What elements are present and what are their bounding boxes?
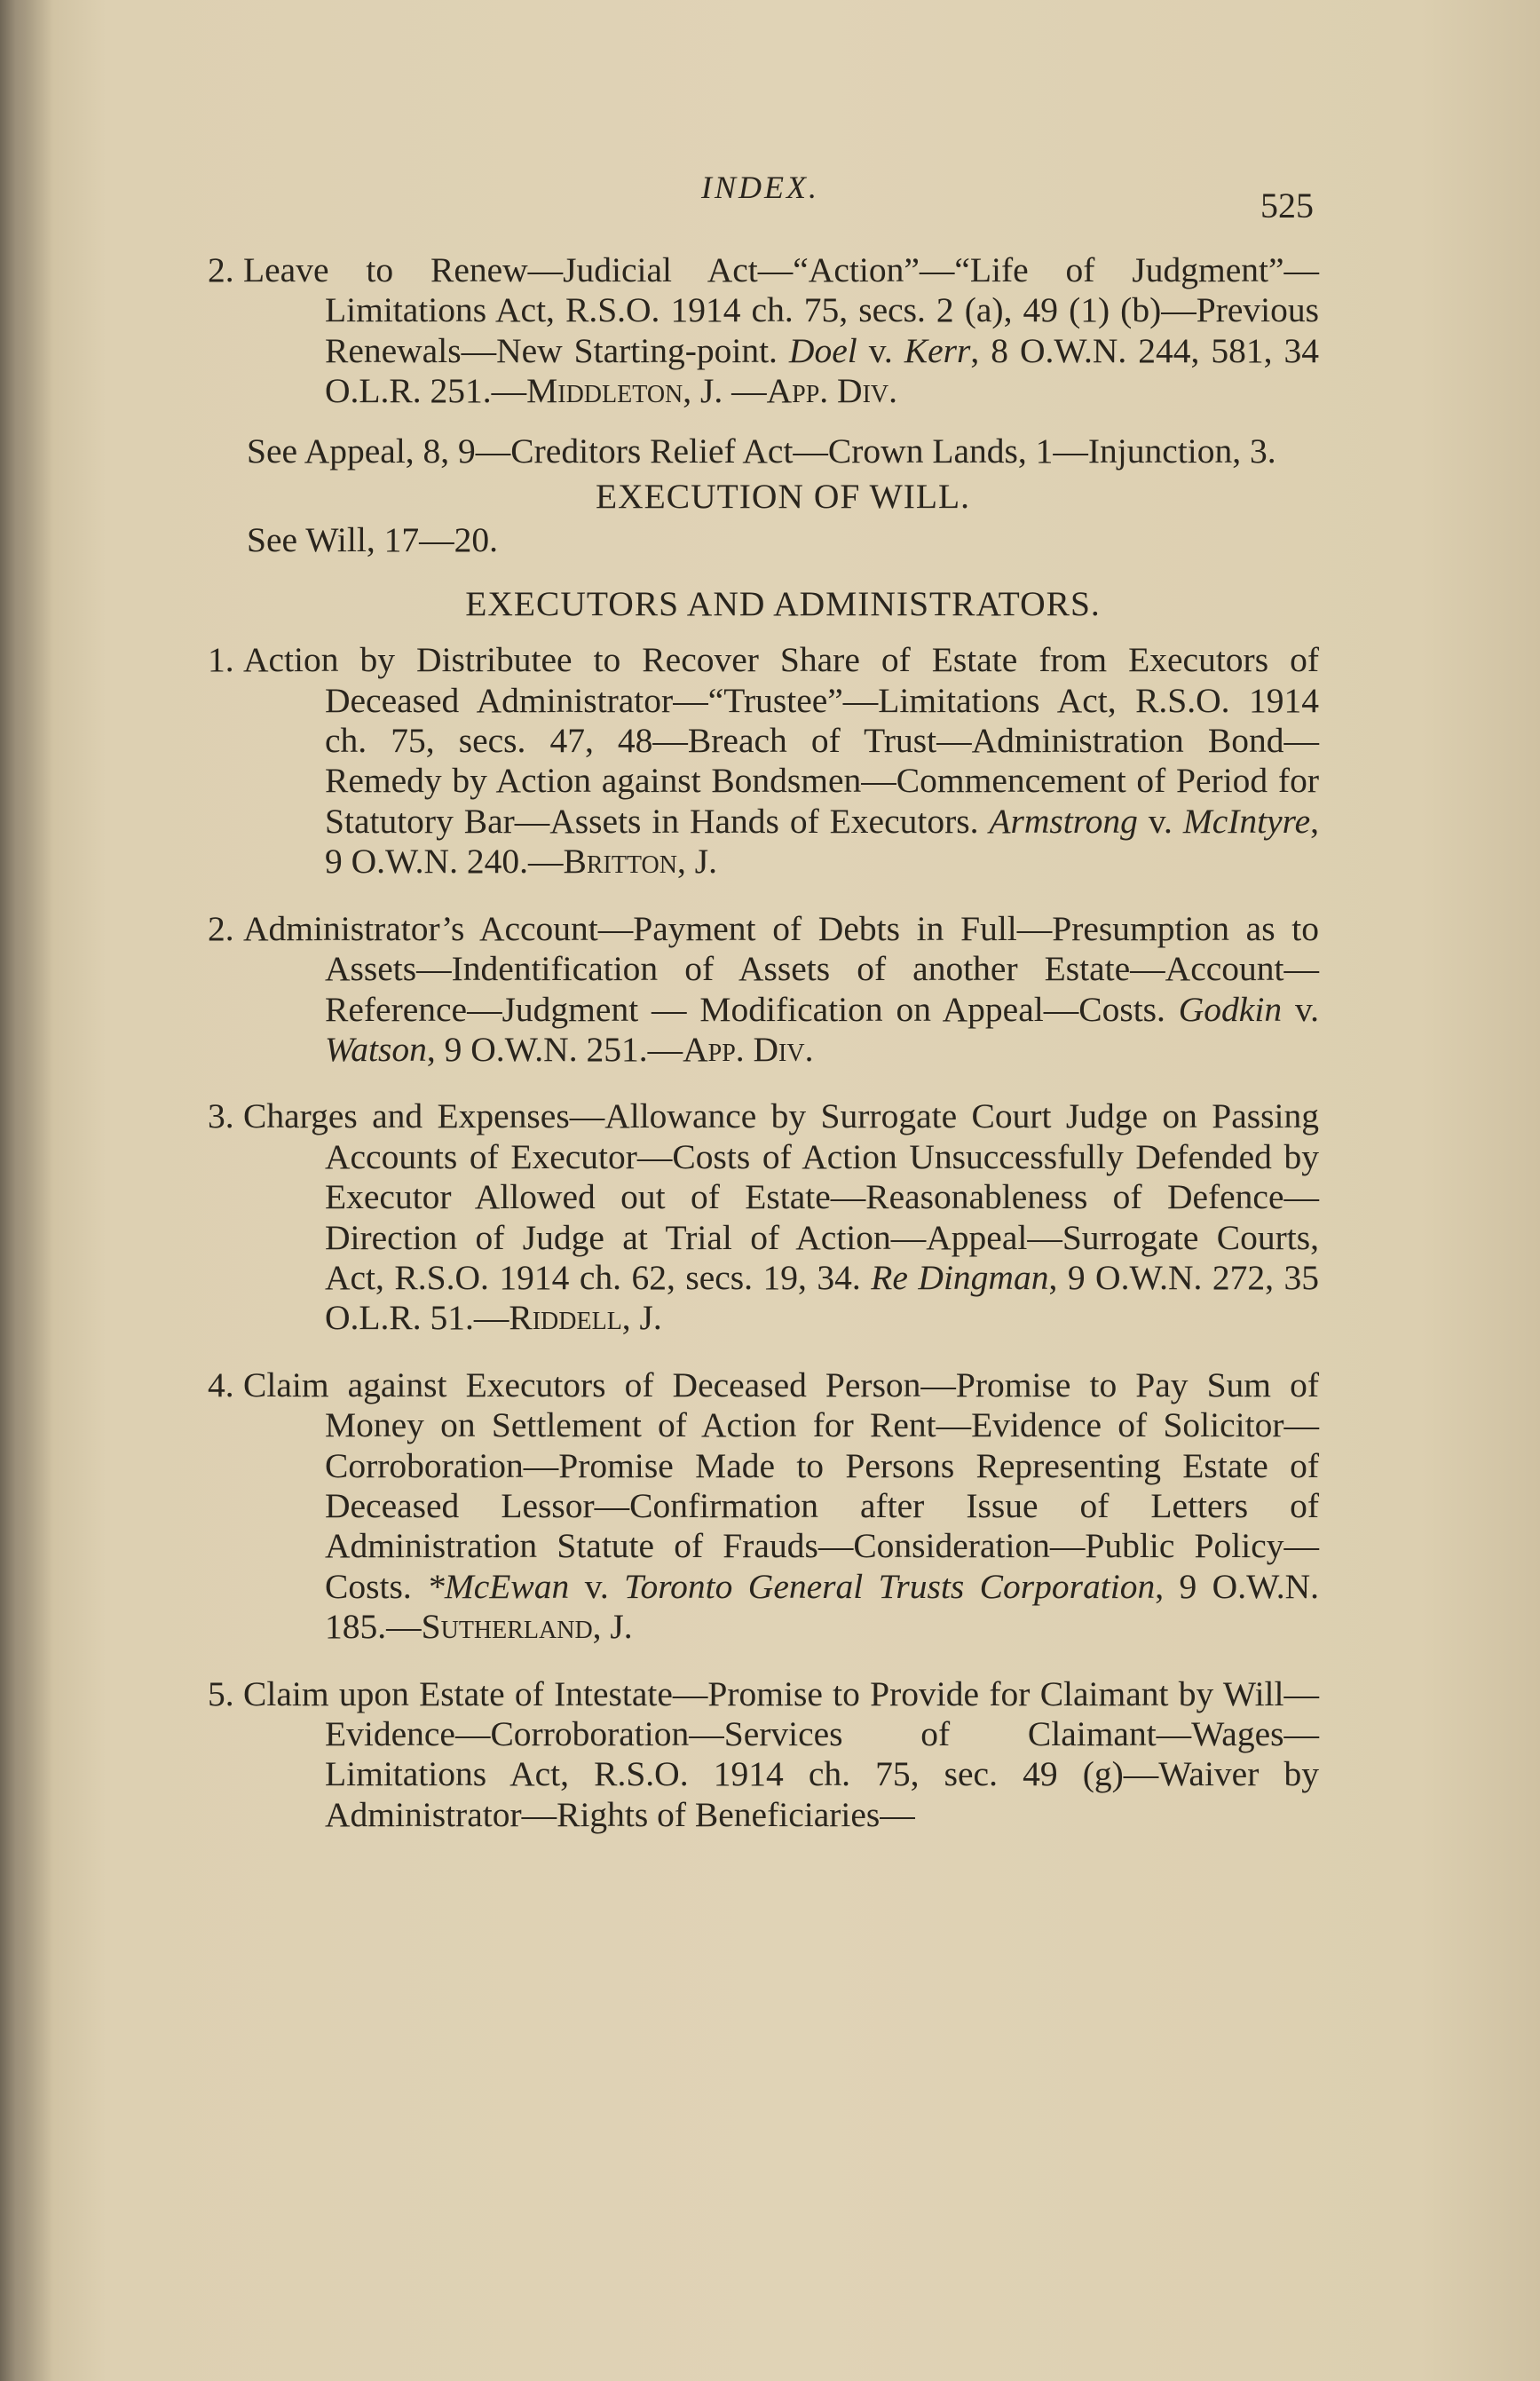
entry-number: 3. xyxy=(208,1096,234,1136)
case-citation: , 9 O.W.N. 240.— xyxy=(325,801,1319,882)
case-versus: v. xyxy=(857,330,904,370)
index-entry xyxy=(208,640,1319,882)
index-entry xyxy=(208,250,1319,412)
judge-name: Riddell, J. xyxy=(509,1298,662,1338)
case-party-a: Doel xyxy=(788,330,857,370)
index-entry xyxy=(208,1365,1320,1648)
case-party-a: Armstrong xyxy=(989,801,1138,841)
entry-number: 2. xyxy=(208,250,234,289)
case-citation: , 8 O.W.N. 244, 581, 34 O.L.R. 251.— xyxy=(325,330,1319,411)
entry-text: Claim against Executors of Deceased Person—Promise to Pay Sum of Money on Settlement of Action for Rent—Evidence of Solicitor—Corroboration—Promise Made to Persons Representing Estate of Deceased Lessor—Confirmation after Issue of Letters of Administration Statute of Frauds—Consideration—Public Policy—Costs. xyxy=(243,1365,1319,1606)
judge-name: Sutherland, J. xyxy=(421,1607,633,1647)
case-versus: v. xyxy=(1282,989,1319,1029)
running-title: INDEX. xyxy=(701,170,819,205)
index-entry xyxy=(208,1673,1319,1836)
entry-text: Action by Distributee to Recover Share of Estate from Executors of Deceased Administrator—“Trustee”—Limitations Act, R.S.O. 1914 ch. 75, secs. 47, 48—Breach of Trust—Administration Bond—Remedy by Action against Bondsmen—Commencement of Period for Statutory Bar—Assets in Hands of Executors. xyxy=(243,640,1319,841)
index-entry xyxy=(208,908,1319,1071)
index-entry xyxy=(208,1096,1319,1338)
see-also-reference: See Appeal, 8, 9—Creditors Relief Act—Crown Lands, 1—Injunction, 3. xyxy=(247,431,1276,471)
see-also-reference: See Will, 17—20. xyxy=(247,520,498,560)
section-heading-execution-of-will: EXECUTION OF WILL. xyxy=(595,477,971,517)
case-party-b: Kerr xyxy=(904,330,971,370)
case-party-b: Watson xyxy=(325,1029,427,1069)
case-versus: v. xyxy=(1137,801,1183,841)
case-citation: , 9 O.W.N. 185.— xyxy=(325,1566,1320,1647)
case-party-a: Godkin xyxy=(1178,989,1283,1029)
entry-number: 4. xyxy=(208,1365,234,1404)
judge-name: Britton, J. xyxy=(563,842,717,882)
page-gutter-shadow xyxy=(0,0,53,2381)
entry-number: 1. xyxy=(208,640,234,680)
page-header xyxy=(249,169,1314,225)
case-citation: , 9 O.W.N. 251.— xyxy=(426,1029,683,1069)
judge-name: App. Div. xyxy=(683,1029,814,1069)
index-content xyxy=(208,250,1320,1835)
entry-number: 5. xyxy=(208,1673,234,1713)
entry-text: Claim upon Estate of Intestate—Promise to Provide for Claimant by Will—Evidence—Corroboration—Services of Claimant—Wages—Limitations Act, R.S.O. 1914 ch. 75, sec. 49 (g)—Waiver by Administrator—Rights of Beneficiaries— xyxy=(243,1673,1319,1834)
case-versus: v. xyxy=(569,1566,625,1606)
entry-number: 2. xyxy=(208,908,234,948)
case-citation: , 9 O.W.N. 272, 35 O.L.R. 51.— xyxy=(325,1257,1319,1338)
page-number: 525 xyxy=(1260,186,1314,225)
entry-text: Administrator’s Account—Payment of Debts in Full—Presumption as to Assets—Indentification of Assets of another Estate—Account—Reference—Judgment — Modification on Appeal—Costs. xyxy=(243,908,1319,1029)
case-party-a: *McEwan xyxy=(427,1566,570,1606)
entry-text: Leave to Renew—Judicial Act—“Action”—“Life of Judgment”—Limitations Act, R.S.O. 1914 ch. 75, secs. 2 (a), 49 (1) (b)—Previous Renewals—New Starting-point. xyxy=(243,250,1319,370)
case-party-b: Toronto General Trusts Corporation xyxy=(624,1566,1156,1606)
case-party-a: Re Dingman xyxy=(871,1257,1049,1297)
entry-text: Charges and Expenses—Allowance by Surrogate Court Judge on Passing Accounts of Executor—Costs of Action Unsuccessfully Defended by Executor Allowed out of Estate—Reasonableness of Defence—Direction of Judge at Trial of Action—Appeal—Surrogate Courts, Act, R.S.O. 1914 ch. 62, secs. 19, 34. xyxy=(243,1096,1319,1297)
section-heading-executors-and-administrators: EXECUTORS AND ADMINISTRATORS. xyxy=(465,583,1101,623)
case-party-b: McIntyre xyxy=(1182,801,1311,841)
judge-name: Middleton, J. —App. Div. xyxy=(526,371,897,411)
